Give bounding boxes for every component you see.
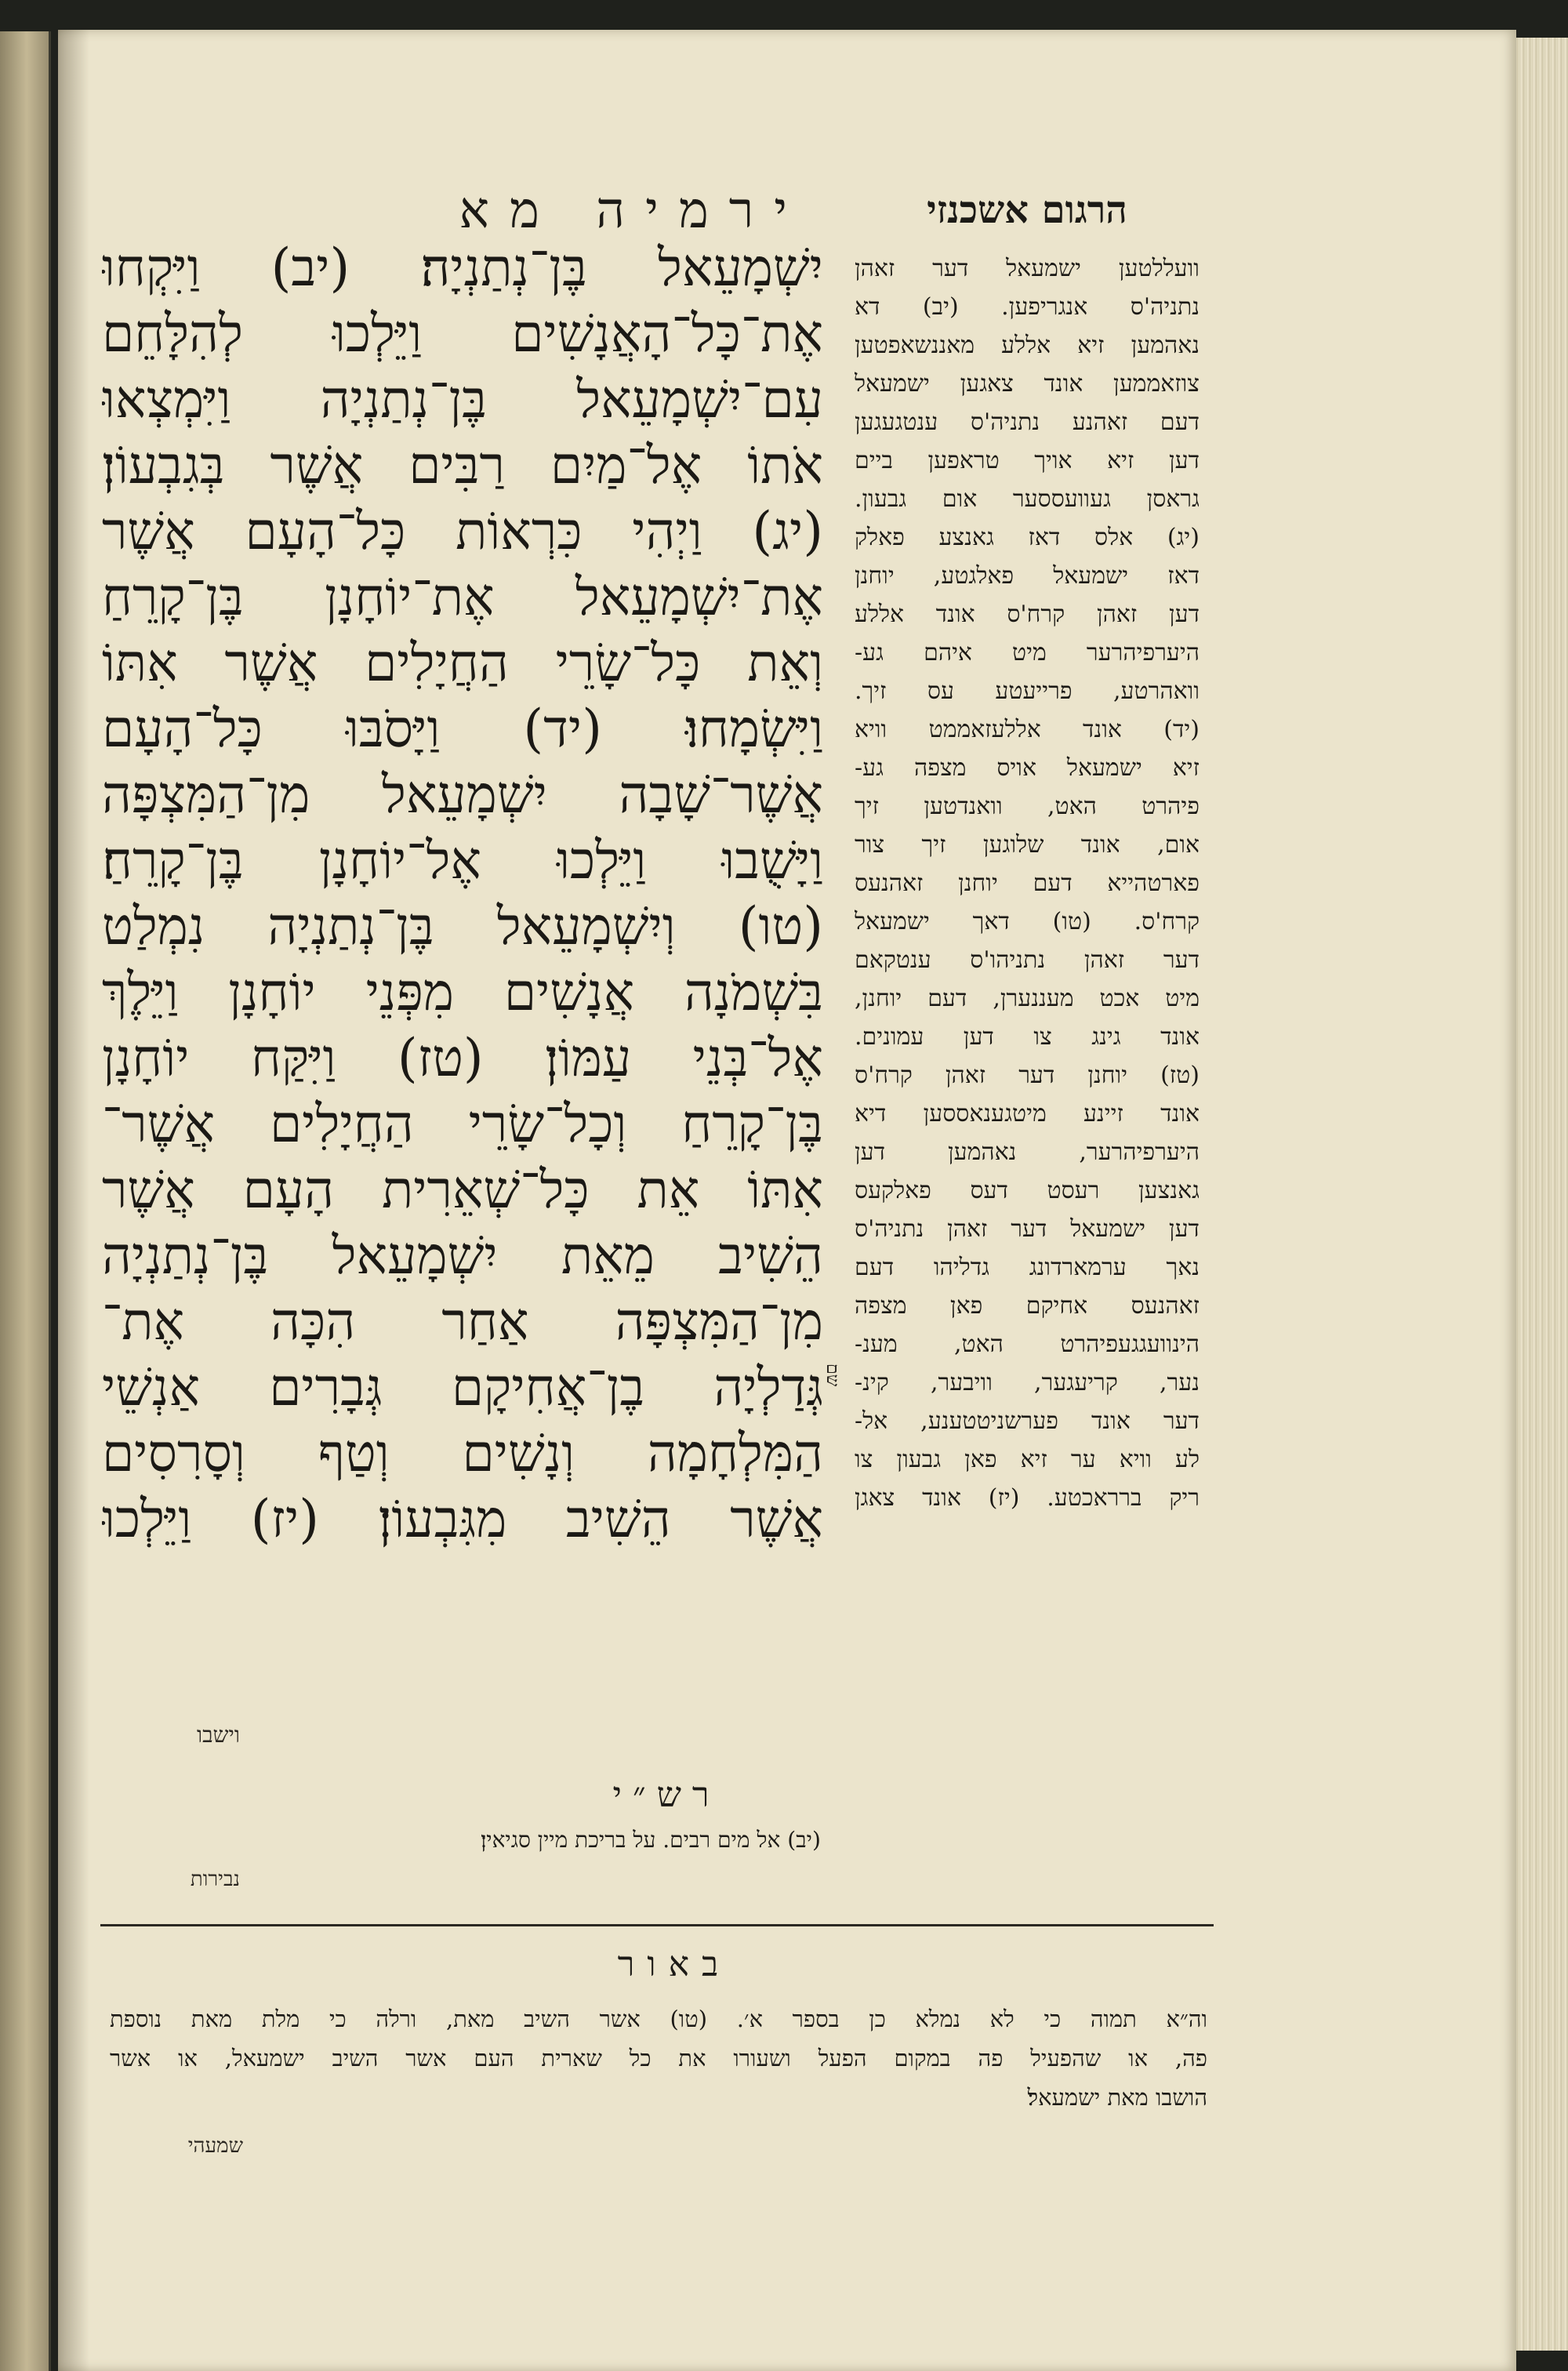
main-text-line: וַיָּשֻׁבוּ וַיֵּלְכוּ אֶל־יוֹחָנָן בֶּן־קָרֵחַ׃ xyxy=(102,830,823,891)
biur-line: הושבו מאת ישמעאל׃ xyxy=(1027,2084,1207,2111)
targum-line: מיט אכט מעננערן, דעם יוחנן, xyxy=(855,985,1200,1012)
catchword-rashi: נבירות xyxy=(190,1868,240,1891)
catchword-main: וישבו xyxy=(197,1722,240,1748)
section-divider xyxy=(100,1924,1214,1926)
targum-line: זאהנעס אחיקם פאן מצפה xyxy=(855,1292,1200,1320)
biur-text xyxy=(110,1999,1207,2125)
targum-line: דער אונד פערשניטטענע, אל- xyxy=(855,1407,1200,1435)
targum-line: נאהמען זיא אללע מאננשאפטען xyxy=(855,332,1200,359)
targum-line: (יד) אונד אללעזאממט וויא xyxy=(855,716,1200,743)
biur-line: פה, או שהפעיל פה במקום הפעל ושעורו את כל שארית העם אשר השיב ישמעאל, או אשר xyxy=(110,2045,1207,2071)
main-text-line: (יג) וַיְהִי כִּרְאוֹת כָּל־הָעָם אֲשֶׁר xyxy=(102,501,823,561)
main-text-line: עִם־יִשְׁמָעֵאל בֶּן־נְתַנְיָה וַיִּמְצְאוּ xyxy=(102,369,823,430)
targum-line: וועללטען ישמעאל דער זאהן xyxy=(855,255,1200,282)
margin-mark: שם xyxy=(822,1363,842,1386)
targum-line: לע וויא ער זיא פאן גבעון צו xyxy=(855,1446,1200,1473)
targum-line: (טז) יוחנן דער זאהן קרח'ס xyxy=(855,1062,1200,1089)
targum-line: דעם זאהנע נתניה'ס ענטגעגען xyxy=(855,408,1200,436)
targum-line: וואהרטע, פרייעטע עס זיך. xyxy=(855,677,1200,705)
targum-line: היערפיהרער מיט איהם גע- xyxy=(855,639,1200,666)
main-text-line: אֹתוֹ אֶל־מַיִם רַבִּים אֲשֶׁר בְּגִבְעוֹן׃ xyxy=(102,435,823,496)
targum-line: אום, אונד שלוגען זיך צור xyxy=(855,831,1200,859)
targum-title: הרגום אשכנזי xyxy=(927,188,1127,232)
left-page-edge xyxy=(0,31,51,2371)
main-text-line: וְאֵת כָּל־שָׂרֵי הַחֲיָלִים אֲשֶׁר אִתּוֹ xyxy=(102,633,823,693)
targum-line: גראסן געוועססער אום גבעון. xyxy=(855,485,1200,513)
main-text-line: אֶת־יִשְׁמָעֵאל אֶת־יוֹחָנָן בֶּן־קָרֵחַ xyxy=(102,567,823,627)
main-text-line: וַיִּשְׂמָחוּ׃ (יד) וַיָּסֹבּוּ כָּל־הָעָם xyxy=(102,699,823,759)
targum-line: גאנצען רעסט דעס פאלקעס xyxy=(855,1177,1200,1204)
main-text-line: הֵשִׁיב מֵאֵת יִשְׁמָעֵאל בֶּן־נְתַנְיָה xyxy=(102,1225,823,1286)
catchword-biur: שמעהי xyxy=(187,2134,243,2158)
main-text-line: בִּשְׁמֹנָה אֲנָשִׁים מִפְּנֵי יוֹחָנָן וַיֵּלֶךְ xyxy=(102,962,823,1022)
main-text-line: גְּדַלְיָה בֶן־אֲחִיקָם גְּבָרִים אַנְשֵׁי xyxy=(102,1357,823,1418)
main-text-line: מִן־הַמִּצְפָּה אַחַר הִכָּה אֶת־ xyxy=(102,1291,823,1352)
main-text-line: אֶת־כָּל־הָאֲנָשִׁים וַיֵּלְכוּ לְהִלָּחֵם xyxy=(102,303,823,364)
targum-line: אונד זיינע מיטגענאססען דיא xyxy=(855,1100,1200,1127)
targum-line: אונד גינג צו דען עמונים. xyxy=(855,1023,1200,1051)
targum-line: דען זאהן קרח'ס אונד אללע xyxy=(855,601,1200,628)
targum-line: צוזאממען אונד צאגען ישמעאל xyxy=(855,370,1200,398)
targum-line: דען זיא אויך טראפען ביים xyxy=(855,447,1200,474)
rashi-title: רש״י xyxy=(612,1775,720,1815)
targum-line: פיהרט האט, וואנדטען זיך xyxy=(855,793,1200,820)
targum-line: דער זאהן נתניהו'ס ענטקאם xyxy=(855,946,1200,974)
main-text-column xyxy=(102,235,823,1709)
targum-line: קרח'ס. (טו) דאך ישמעאל xyxy=(855,908,1200,935)
main-text-line: אִתּוֹ אֵת כָּל־שְׁאֵרִית הָעָם אֲשֶׁר xyxy=(102,1160,823,1220)
main-text-line: יִשְׁמָעֵאל בֶּן־נְתַנְיָה׃ (יב) וַיִּקְחוּ xyxy=(102,238,823,298)
targum-line: הינוועגגעפיהרט האט, מענ- xyxy=(855,1331,1200,1358)
targum-line: זיא ישמעאל אויס מצפה גע- xyxy=(855,754,1200,782)
main-title: ירמיה מא xyxy=(459,182,808,240)
main-text-line: (טו) וְיִשְׁמָעֵאל בֶּן־נְתַנְיָה נִמְלַט xyxy=(102,896,823,957)
targum-line: נתניה'ס אנגריפען. (יב) דא xyxy=(855,293,1200,321)
targum-line: היערפיהרער, נאהמען דען xyxy=(855,1138,1200,1166)
targum-line: נאך ערמארדונג גדליהו דעם xyxy=(855,1254,1200,1281)
targum-line: דען ישמעאל דער זאהן נתניה'ס xyxy=(855,1215,1200,1243)
main-text-line: הַמִּלְחָמָה וְנָשִׁים וְטַף וְסָרִסִים xyxy=(102,1423,823,1483)
targum-line: דאז ישמעאל פאלגטע, יוחנן xyxy=(855,562,1200,590)
targum-line: נער, קריעגער, וויבער, קינ- xyxy=(855,1369,1200,1396)
main-text-line: בֶּן־קָרֵחַ וְכָל־שָׂרֵי הַחֲיָלִים אֲשֶׁר־ xyxy=(102,1094,823,1154)
biur-line: וה״א תמוה כי לא נמלא כן בספר א׳. (טו) אשר השיב מאת, ורלה כי מלת מאת נוספת xyxy=(110,2006,1207,2032)
targum-column xyxy=(855,249,1200,1778)
targum-line: (יג) אלס דאז גאנצע פאלק xyxy=(855,524,1200,551)
targum-line: פארטהייא דעם יוחנן זאהנעס xyxy=(855,870,1200,897)
rashi-text: (יב) אל מים רבים. על בריכת מיין סגיאין׃ xyxy=(481,1827,821,1853)
main-text-line: אֲשֶׁר־שָׁבָה יִשְׁמָעֵאל מִן־הַמִּצְפָּה xyxy=(102,764,823,825)
spine-shadow xyxy=(58,30,89,2371)
targum-line: ריק ברראכטע. (יז) אונד צאגן xyxy=(855,1484,1200,1512)
main-text-line: אֶל־בְּנֵי עַמּוֹן׃ (טז) וַיִּקַּח יוֹחָנָן xyxy=(102,1028,823,1088)
main-text-line: אֲשֶׁר הֵשִׁיב מִגִּבְעוֹן׃ (יז) וַיֵּלְכוּ xyxy=(102,1489,823,1549)
biur-title: באור xyxy=(617,1944,731,1984)
